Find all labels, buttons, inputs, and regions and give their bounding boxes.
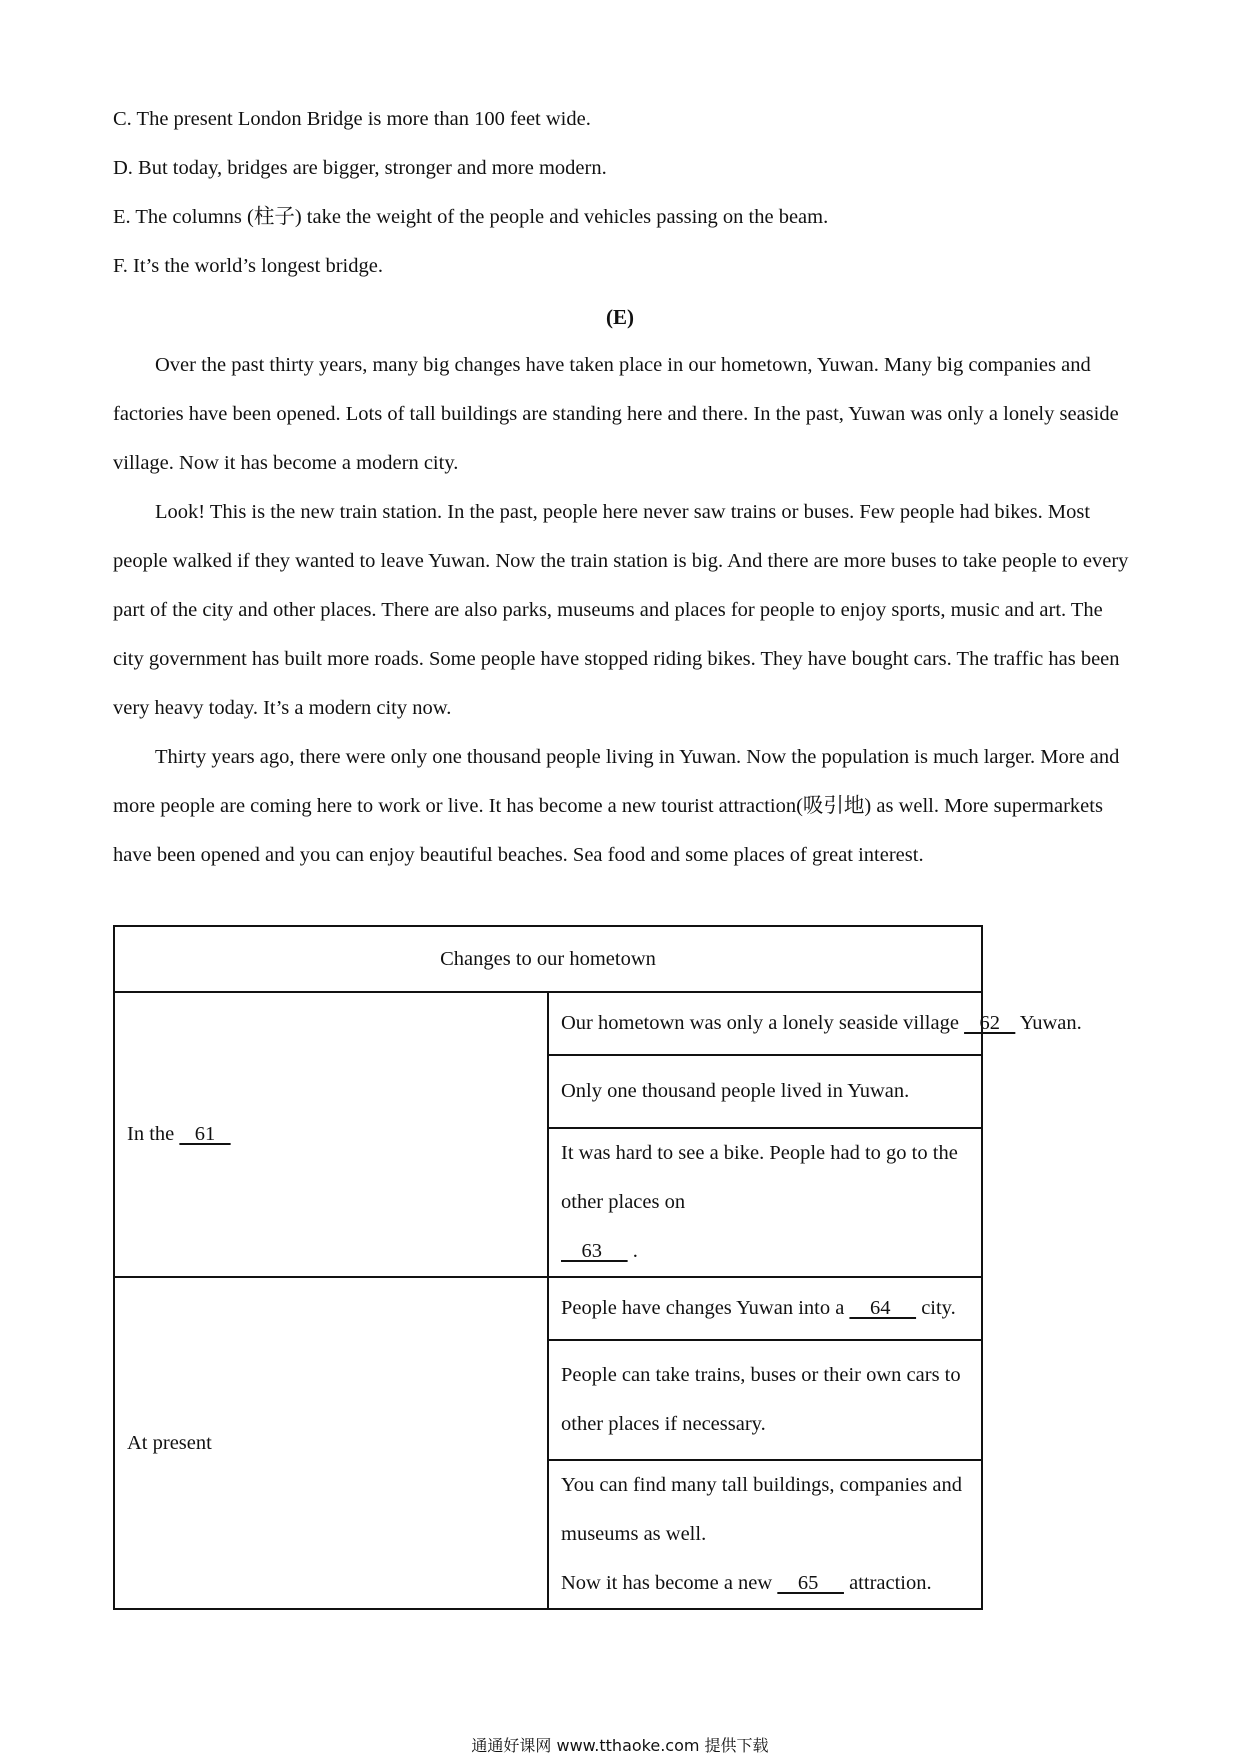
- table-row-present-1: [548, 1277, 982, 1340]
- blank-65: 65: [777, 1572, 844, 1594]
- row6-text-after: attraction.: [843, 1572, 932, 1594]
- row3-text-after: .: [627, 1240, 638, 1262]
- changes-table: [113, 925, 1082, 1610]
- paragraph-2: [113, 488, 1130, 733]
- section-title: (E): [606, 305, 634, 329]
- table-row-present-2: People can take trains, buses or their own cars to other places if necessary.: [548, 1340, 982, 1460]
- option-f: F. It’s the world’s longest bridge.: [113, 255, 383, 277]
- table-header: Changes to our hometown: [114, 926, 982, 992]
- present-label-cell: At present: [114, 1277, 548, 1609]
- blank-64: 64: [849, 1297, 917, 1319]
- row6-line1: You can find many tall buildings, companies and museums as well.: [561, 1474, 963, 1545]
- blank-63: 63: [561, 1240, 628, 1262]
- blank-61: 61: [179, 1123, 231, 1145]
- option-c: C. The present London Bridge is more than 100 feet wide.: [113, 108, 591, 130]
- row1-text-before: Our hometown was only a lonely seaside village: [561, 1012, 965, 1034]
- row3-line1: It was hard to see a bike. People had to go to the other places on: [561, 1142, 958, 1213]
- paragraph-1-text: Over the past thirty years, many big changes have taken place in our hometown, Yuwan. Many big companies and factories have been opened. Lots of tall buildings are standing here and there. In the past, Yuwan was only a lonely seaside village. Now it has become a modern city.: [113, 354, 1119, 474]
- past-label-prefix: In the: [127, 1123, 180, 1145]
- row6-text-before: Now it has become a new: [561, 1572, 778, 1594]
- blank-62: 62: [964, 1012, 1016, 1034]
- paragraph-3-text: Thirty years ago, there were only one thousand people living in Yuwan. Now the population is much larger. More and more people are coming here to work or live. It has become a new tourist attraction(吸引地) as well. More supermarkets have been opened and you can enjoy beautiful beaches. Sea food and some places of great interest.: [113, 746, 1120, 866]
- table-row-past-1: [548, 992, 1082, 1055]
- row4-text-after: city.: [916, 1297, 956, 1319]
- option-d: D. But today, bridges are bigger, stronger and more modern.: [113, 157, 607, 179]
- past-label-cell: [114, 992, 548, 1277]
- table-row-past-2: Only one thousand people lived in Yuwan.: [548, 1055, 982, 1128]
- row1-text-after: Yuwan.: [1015, 1012, 1082, 1034]
- option-e: E. The columns (柱子) take the weight of the people and vehicles passing on the beam.: [113, 206, 829, 228]
- paragraph-2-text: Look! This is the new train station. In the past, people here never saw trains or buses. Few people had bikes. Most people walked if they wanted to leave Yuwan. Now the train station is big. And there are more buses to take people to every part of the city and other places. There are also parks, museums and places for people to enjoy sports, music and art. The city government has built more roads. Some people have stopped riding bikes. They have bought cars. The traffic has been very heavy today. It’s a modern city now.: [113, 501, 1129, 719]
- paragraph-1: [113, 341, 1130, 488]
- table-row-present-3: [548, 1460, 982, 1609]
- table-row-past-3: [548, 1128, 982, 1277]
- page-footer: 通通好课网 www.tthaoke.com 提供下载: [471, 1736, 769, 1755]
- paragraph-3: [113, 733, 1130, 880]
- row4-text-before: People have changes Yuwan into a: [561, 1297, 850, 1319]
